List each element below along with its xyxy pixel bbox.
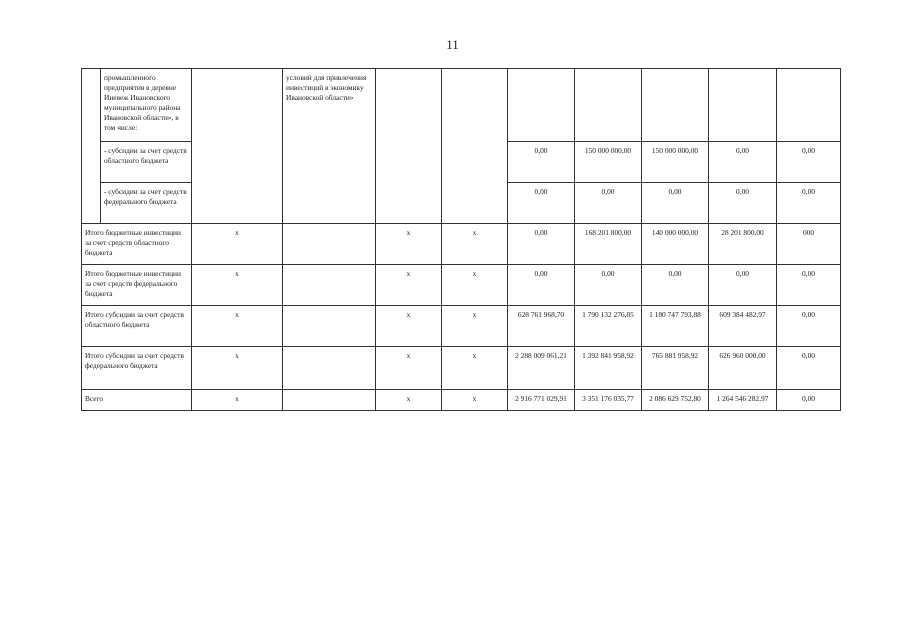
mark-cell: x [376, 224, 442, 265]
table-row [82, 265, 841, 306]
mark-cell: x [192, 265, 283, 306]
value-cell: 168 201 800,00 [575, 224, 642, 265]
empty-cell [192, 69, 283, 224]
value-cell: 0,00 [777, 183, 841, 224]
value-cell: 626 960 000,00 [709, 347, 777, 390]
value-cell [709, 69, 777, 142]
mark-cell: x [192, 224, 283, 265]
value-cell: 1 180 747 793,88 [642, 306, 709, 347]
page-number: 11 [446, 37, 459, 52]
mark-cell: x [192, 306, 283, 347]
value-cell [777, 69, 841, 142]
value-cell: 0,00 [508, 265, 575, 306]
value-cell [575, 69, 642, 142]
mark-cell: x [376, 306, 442, 347]
value-cell: 628 761 968,70 [508, 306, 575, 347]
value-cell: 2 288 009 061,21 [508, 347, 575, 390]
mark-cell: x [376, 390, 442, 411]
value-cell: 3 351 176 035,77 [575, 390, 642, 411]
value-cell: 0,00 [777, 347, 841, 390]
value-cell: 1 790 132 276,85 [575, 306, 642, 347]
value-cell: 0,00 [642, 265, 709, 306]
value-cell: 0,00 [709, 183, 777, 224]
empty-cell [283, 265, 376, 306]
table-row [82, 306, 841, 347]
value-cell: 28 201 800,00 [709, 224, 777, 265]
mark-cell: x [442, 224, 508, 265]
empty-cell [283, 347, 376, 390]
table-row [82, 224, 841, 265]
mark-cell: x [442, 306, 508, 347]
mark-cell: x [192, 390, 283, 411]
subsidy-name-cell: - субсидии за счет средств областного бюджета [101, 142, 192, 183]
empty-cell [283, 224, 376, 265]
budget-table [81, 68, 841, 411]
value-cell: 2 086 629 752,80 [642, 390, 709, 411]
value-cell [642, 69, 709, 142]
table-row [82, 347, 841, 390]
subsidy-name-cell: - субсидии за счет средств федерального бюджета [101, 183, 192, 224]
value-cell: 0,00 [777, 142, 841, 183]
value-cell: 0,00 [709, 142, 777, 183]
value-cell: 000 [777, 224, 841, 265]
total-name-cell: Итого бюджетные инвестиции за счет средств федерального бюджета [82, 265, 192, 306]
table-row [82, 390, 841, 411]
goal-cell: условий для привлечения инвестиций в экономику Ивановской области» [283, 69, 376, 224]
mark-cell: x [376, 265, 442, 306]
value-cell: 0,00 [642, 183, 709, 224]
mark-cell: x [376, 347, 442, 390]
value-cell: 1 392 841 958,92 [575, 347, 642, 390]
value-cell [508, 69, 575, 142]
grand-total-name-cell: Всего [82, 390, 192, 411]
table-row [82, 69, 841, 142]
total-name-cell: Итого бюджетные инвестиции за счет средств областного бюджета [82, 224, 192, 265]
indent-cell [82, 69, 101, 224]
total-name-cell: Итого субсидии за счет средств федерального бюджета [82, 347, 192, 390]
value-cell: 0,00 [575, 265, 642, 306]
value-cell: 0,00 [777, 390, 841, 411]
empty-cell [283, 390, 376, 411]
empty-cell [283, 306, 376, 347]
value-cell: 140 000 000,00 [642, 224, 709, 265]
value-cell: 0,00 [508, 224, 575, 265]
value-cell: 0,00 [709, 265, 777, 306]
mark-cell: x [192, 347, 283, 390]
value-cell: 150 000 000,00 [642, 142, 709, 183]
value-cell: 0,00 [777, 306, 841, 347]
value-cell: 0,00 [508, 142, 575, 183]
empty-cell [376, 69, 442, 224]
value-cell: 0,00 [777, 265, 841, 306]
value-cell: 609 384 482,97 [709, 306, 777, 347]
empty-cell [442, 69, 508, 224]
mark-cell: x [442, 265, 508, 306]
mark-cell: x [442, 390, 508, 411]
value-cell: 2 916 771 029,91 [508, 390, 575, 411]
total-name-cell: Итого субсидии за счет средств областного бюджета [82, 306, 192, 347]
value-cell: 0,00 [508, 183, 575, 224]
value-cell: 1 264 546 282,97 [709, 390, 777, 411]
value-cell: 765 881 958,92 [642, 347, 709, 390]
value-cell: 150 000 000,00 [575, 142, 642, 183]
object-name-cell: промышленного предприятия в деревне Иневеж Ивановского муниципального района Ивановской области», в том числе: [101, 69, 192, 142]
mark-cell: x [442, 347, 508, 390]
value-cell: 0,00 [575, 183, 642, 224]
